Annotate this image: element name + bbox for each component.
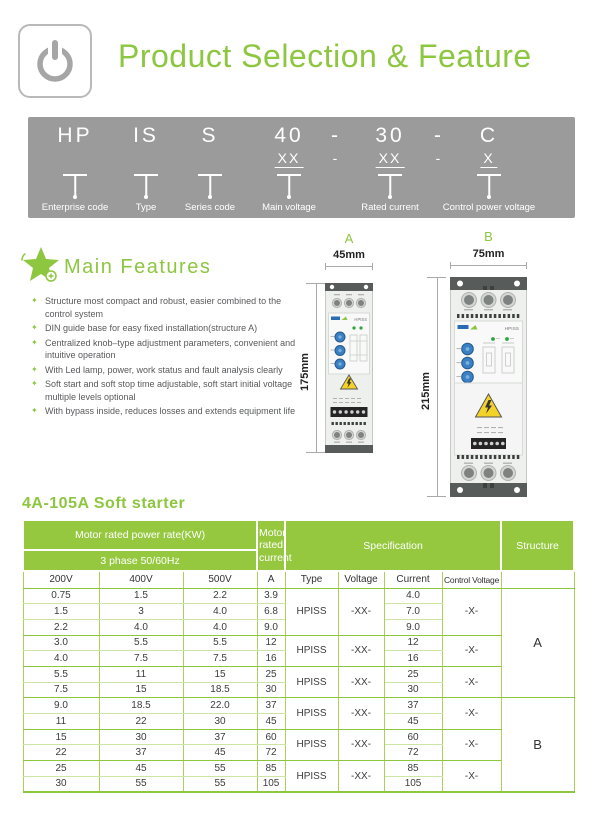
table-cell: 15 [99, 682, 183, 698]
table-cell: 4.0 [384, 588, 442, 604]
table-cell: 72 [384, 745, 442, 761]
code-placeholder: - [435, 150, 443, 166]
led-indicator [505, 337, 509, 341]
table-cell: 30 [384, 682, 442, 698]
table-cell: 12 [257, 635, 285, 651]
code-segment-label: Enterprise code [41, 202, 109, 213]
table-cell: 72 [257, 745, 285, 761]
connector-dot [287, 195, 291, 199]
connector-stem [74, 174, 76, 196]
device-a-width-dim: 45mm [333, 249, 365, 261]
code-char: - [434, 124, 444, 147]
table-cell: -X- [442, 698, 501, 729]
table-cell: 55 [99, 776, 183, 792]
led-indicator [352, 326, 355, 329]
code-char: S [201, 124, 219, 147]
col-200v: 200V [23, 571, 99, 588]
table-cell: 5.5 [99, 635, 183, 651]
table-cell: 37 [257, 698, 285, 714]
table-cell: 7.5 [99, 651, 183, 667]
device-model-text: HPISS [354, 317, 367, 322]
table-cell: 7.5 [183, 651, 257, 667]
code-char: HP [57, 124, 93, 147]
feature-item [30, 322, 298, 335]
connector-dot [73, 195, 77, 199]
code-segment-label: Control power voltage [442, 202, 536, 213]
feature-item [30, 295, 298, 320]
table-cell: 55 [183, 776, 257, 792]
table-cell: 7.0 [384, 604, 442, 620]
table-cell: 4.0 [183, 619, 257, 635]
table-cell: 37 [183, 729, 257, 745]
device-a-height-dim: 175mm [299, 353, 311, 391]
code-placeholder: XX [275, 150, 304, 168]
table-cell: HPISS [285, 588, 338, 635]
brand-mark [331, 317, 340, 321]
feature-item [30, 378, 298, 403]
connector-dot [208, 195, 212, 199]
selection-table [22, 519, 575, 793]
code-char: - [331, 124, 341, 147]
bullet-icon: ✦ [31, 337, 38, 347]
header-specification: Specification [285, 520, 501, 571]
table-cell: 55 [183, 761, 257, 777]
feature-text: Soft start and soft stop time adjustable, soft start initial voltage multiple levels optional [45, 379, 293, 402]
led-indicator [491, 337, 495, 341]
device-b-image [450, 277, 527, 497]
table-cell: 45 [384, 714, 442, 730]
star-icon [19, 245, 63, 287]
top-terminals [462, 293, 516, 311]
table-cell: -X- [442, 588, 501, 635]
feature-item [30, 405, 298, 418]
feature-text: DIN guide base for easy fixed installation(structure A) [45, 323, 258, 333]
bullet-icon: ✦ [31, 364, 38, 374]
table-cell: 60 [257, 729, 285, 745]
structure-b-label: B [484, 229, 493, 244]
table-cell: -X- [442, 761, 501, 792]
col-voltage: Voltage [338, 571, 384, 588]
table-cell: -XX- [338, 666, 384, 697]
table-cell: 18.5 [183, 682, 257, 698]
table-cell: 1.5 [23, 604, 99, 620]
dimension-line [437, 277, 438, 497]
feature-item [30, 364, 298, 377]
table-cell: 0.75 [23, 588, 99, 604]
table-cell: 22.0 [183, 698, 257, 714]
header-motor-rated-current: Motor rated current [257, 520, 285, 571]
col-control-voltage: Control Voltage [442, 571, 501, 588]
table-cell: 12 [384, 635, 442, 651]
table-cell: 85 [257, 761, 285, 777]
table-cell: 4.0 [99, 619, 183, 635]
table-cell: 1.5 [99, 588, 183, 604]
col-structure-blank [501, 571, 574, 588]
table-cell: 7.5 [23, 682, 99, 698]
bottom-terminals [462, 463, 516, 481]
code-char: C [479, 124, 499, 147]
table-cell: A [501, 588, 574, 698]
brand-mark [458, 325, 469, 329]
code-segment-label: Rated current [361, 202, 419, 213]
code-placeholder: XX [376, 150, 405, 168]
header-structure: Structure [501, 520, 574, 571]
features-list [30, 295, 298, 420]
table-cell: 4.0 [183, 604, 257, 620]
table-cell: -XX- [338, 588, 384, 635]
table-cell: HPISS [285, 729, 338, 760]
structure-a-label: A [344, 231, 354, 246]
table-cell: 2.2 [23, 619, 99, 635]
connector-dot [144, 195, 148, 199]
table-cell: 45 [99, 761, 183, 777]
table-cell: 4.0 [23, 651, 99, 667]
device-b-width-dim: 75mm [472, 248, 505, 260]
code-placeholder: - [332, 150, 340, 166]
table-cell: 6.8 [257, 604, 285, 620]
code-char: 40 [274, 124, 304, 147]
table-cell: 9.0 [257, 619, 285, 635]
connector-stem [389, 174, 391, 196]
connector-dot [388, 195, 392, 199]
table-cell: HPISS [285, 698, 338, 729]
table-cell: HPISS [285, 635, 338, 666]
table-cell: B [501, 698, 574, 792]
connector-stem [288, 174, 290, 196]
table-cell: 25 [384, 666, 442, 682]
table-cell: 16 [384, 651, 442, 667]
table-cell: 2.2 [183, 588, 257, 604]
header-phase: 3 phase 50/60Hz [23, 550, 257, 571]
table-cell: 22 [23, 745, 99, 761]
table-cell: 45 [257, 714, 285, 730]
table-cell: -X- [442, 729, 501, 760]
table-cell: 18.5 [99, 698, 183, 714]
feature-text: With Led lamp, power, work status and fault analysis clearly [45, 364, 283, 375]
table-cell: 5.5 [23, 666, 99, 682]
table-cell: 9.0 [23, 698, 99, 714]
connector-dot [487, 195, 491, 199]
dimension-line [325, 266, 373, 267]
table-cell: 30 [23, 776, 99, 792]
table-cell: 85 [384, 761, 442, 777]
table-cell: 45 [183, 745, 257, 761]
table-cell: -X- [442, 666, 501, 697]
table-cell: 37 [99, 745, 183, 761]
table-cell: 37 [384, 698, 442, 714]
col-500v: 500V [183, 571, 257, 588]
features-title: Main Features [64, 256, 212, 278]
connector-stem [145, 174, 147, 196]
bullet-icon: ✦ [31, 323, 38, 332]
table-cell: 3 [99, 604, 183, 620]
led-indicator [359, 326, 362, 329]
table-cell: 30 [183, 714, 257, 730]
table-cell: HPISS [285, 666, 338, 697]
table-cell: 30 [257, 682, 285, 698]
col-400v: 400V [99, 571, 183, 588]
table-cell: 30 [99, 729, 183, 745]
device-b-height-dim: 215mm [420, 372, 432, 410]
header-power-group: Motor rated power rate(KW) [23, 520, 257, 550]
feature-text: With bypass inside, reduces losses and extends equipment life [45, 406, 296, 416]
page-title: Product Selection & Feature [118, 38, 532, 74]
device-model-text: HPISS [504, 327, 519, 332]
code-segment-label: Main voltage [262, 202, 316, 213]
feature-text: Structure most compact and robust, easier combined to the control system [45, 296, 282, 319]
connector-stem [488, 174, 490, 196]
code-segment-label: Series code [184, 202, 236, 213]
power-icon [20, 26, 90, 96]
col-current: Current [384, 571, 442, 588]
table-cell: 25 [257, 666, 285, 682]
table-cell: 15 [183, 666, 257, 682]
table-title: 4A-105A Soft starter [22, 495, 186, 512]
col-type: Type [285, 571, 338, 588]
table-cell: 9.0 [384, 619, 442, 635]
table-cell: -XX- [338, 698, 384, 729]
table-cell: 105 [384, 776, 442, 792]
bullet-icon: ✦ [31, 406, 38, 415]
table-cell: 15 [23, 729, 99, 745]
code-segment-label: Type [135, 202, 157, 213]
table-cell: -XX- [338, 761, 384, 792]
bullet-icon: ✦ [31, 379, 38, 388]
code-char: 30 [375, 124, 405, 147]
dimension-line [316, 283, 317, 453]
code-char: IS [133, 124, 159, 147]
table-cell: 3.0 [23, 635, 99, 651]
dimension-line [450, 265, 527, 266]
table-cell: 22 [99, 714, 183, 730]
table-cell: 60 [384, 729, 442, 745]
connector-stem [209, 174, 211, 196]
table-cell: -X- [442, 635, 501, 666]
table-cell: 5.5 [183, 635, 257, 651]
code-placeholder: X [480, 150, 497, 168]
feature-text: Centralized knob–type adjustment parameters, convenient and intuitive operation [45, 337, 296, 360]
table-cell: -XX- [338, 635, 384, 666]
table-cell: HPISS [285, 761, 338, 792]
col-a: A [257, 571, 285, 588]
table-cell: 105 [257, 776, 285, 792]
table-cell: 3.9 [257, 588, 285, 604]
model-code-diagram [28, 117, 575, 218]
device-a-image [325, 283, 373, 453]
table-cell: 16 [257, 651, 285, 667]
bullet-icon: ✦ [31, 296, 38, 305]
table-cell: 11 [99, 666, 183, 682]
brand-logo [18, 24, 92, 98]
table-cell: 11 [23, 714, 99, 730]
table-cell: 25 [23, 761, 99, 777]
table-cell: -XX- [338, 729, 384, 760]
feature-item [30, 337, 298, 362]
